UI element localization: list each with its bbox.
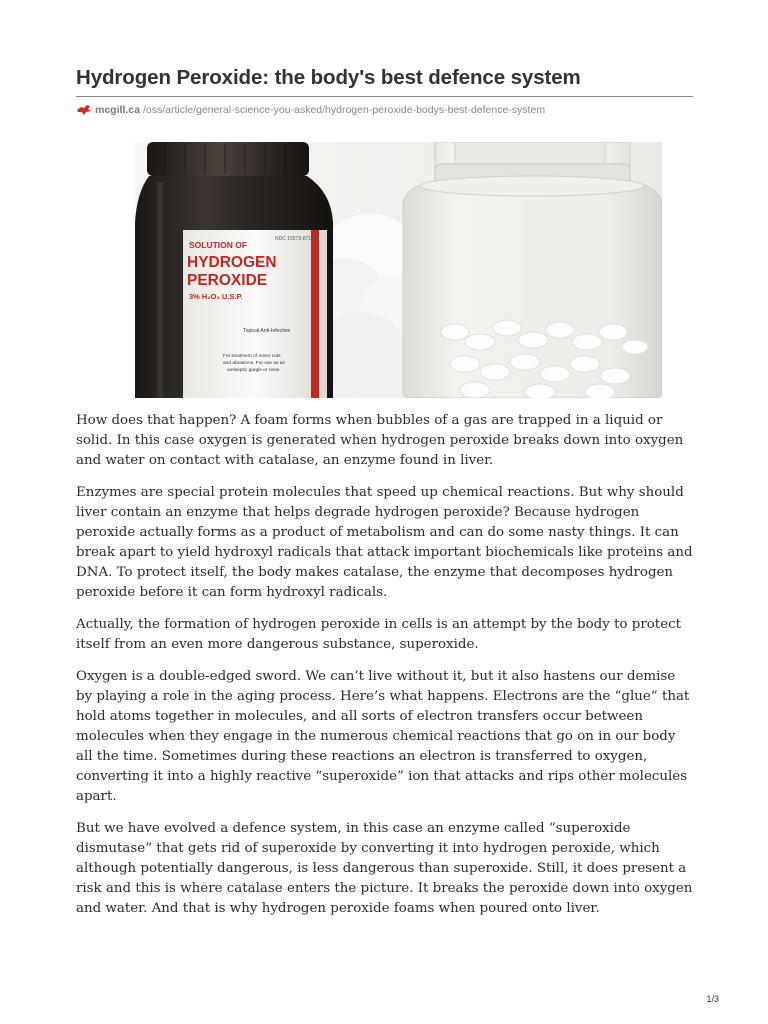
source-path[interactable]: /oss/article/general-science-you-asked/hydrogen-peroxide-bodys-best-defence-system (142, 103, 546, 116)
paragraph: Oxygen is a double-edged sword. We can’t live without it, but it also hastens our demise by playing a role in the aging process. Here’s what happens. Electrons are the “glue” that hold atoms together in molecules, and all sorts of electron transfers occur between molecules when they engage in the numerous chemical reactions that go on in our body all the time. Sometimes during these reactions an electron is transferred to oxygen, converting it into a highly reactive “superoxide” ion that attacks and rips other molecules apart. (76, 669, 690, 804)
label-line2: HYDROGEN (187, 254, 277, 271)
hero-image (135, 142, 662, 398)
label-ndc: NDC 15573-871-40 (275, 236, 319, 242)
article-header (76, 66, 693, 116)
paragraph: How does that happen? A foam forms when bubbles of a gas are trapped in a liquid or solid. In this case oxygen is generated when hydrogen peroxide breaks down into oxygen and water on contact with catalase, an enzyme found in liver. (76, 413, 684, 468)
mcgill-bird-icon (76, 103, 92, 116)
paragraph: Actually, the formation of hydrogen peroxide in cells is an attempt by the body to protect itself from an even more dangerous substance, superoxide. (76, 617, 681, 652)
paragraph: Enzymes are special protein molecules that speed up chemical reactions. But why should liver contain an enzyme that helps degrade hydrogen peroxide? Because hydrogen peroxide actually forms as a product of metabolism and can do some nasty things. It can break apart to yield hydroxyl radicals that attack important biochemicals like proteins and DNA. To protect itself, the body makes catalase, the enzyme that decomposes hydrogen peroxide before it can form hydroxyl radicals. (76, 485, 693, 600)
source-url[interactable] (76, 103, 693, 116)
page-number: 1/3 (706, 994, 719, 1004)
hydrogen-peroxide-bottle-photo (135, 142, 662, 398)
article-body (76, 411, 693, 931)
label-small3: and abrasions. For use as an (223, 361, 286, 366)
paragraph: But we have evolved a defence system, in this case an enzyme called “superoxide dismutase” that gets rid of superoxide by converting it into hydrogen peroxide, which although potentially dangerous, is less dangerous than superoxide. Still, it does present a risk and this is where catalase enters the picture. It breaks the peroxide down into oxygen and water. And that is why hydrogen peroxide foams when poured onto liver. (76, 821, 693, 916)
label-small1: Topical Anti-Infective (243, 328, 291, 334)
label-small2: For treatment of minor cuts (223, 354, 281, 359)
label-line1: SOLUTION OF (189, 240, 248, 250)
source-domain[interactable]: mcgill.ca (95, 103, 140, 116)
page-title: Hydrogen Peroxide: the body's best defence system (76, 66, 693, 97)
label-line3: PEROXIDE (187, 272, 268, 289)
label-line4: 3% H₂O₂ U.S.P. (189, 292, 243, 301)
label-small4: antiseptic gargle or rinse. (227, 368, 281, 373)
